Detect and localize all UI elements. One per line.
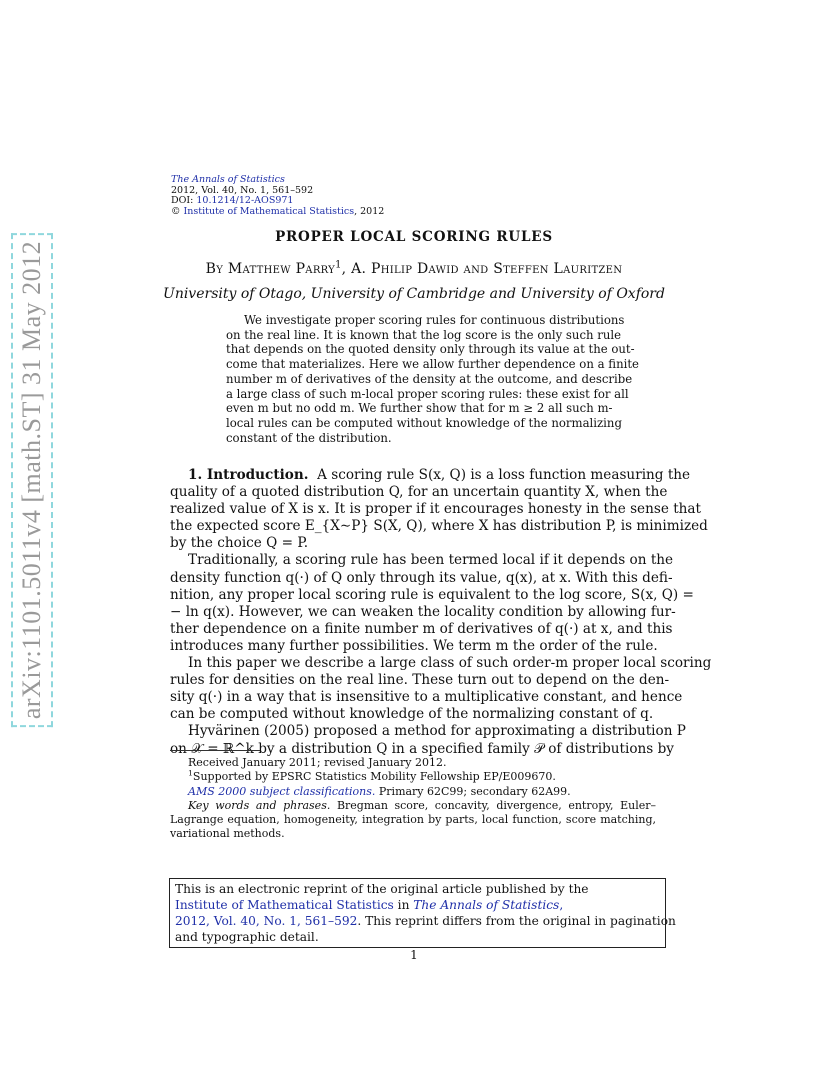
body-line: − ln q(x). However, we can weaken the locality condition by allowing fur- [170, 603, 676, 620]
abstract-line: local rules can be computed without knowledge of the normalizing [226, 415, 622, 430]
body-line: on 𝒳 = ℝ^k by a distribution Q in a specified family 𝒫 of distributions by [170, 740, 674, 757]
citation-link[interactable]: 2012, Vol. 40, No. 1, 561–592 [175, 914, 358, 928]
by-label: By [205, 261, 228, 277]
body-line: sity q(·) in a way that is insensitive to a multiplicative constant, and hence [170, 689, 683, 706]
reprint-notice [169, 878, 676, 948]
body-line: ther dependence on a finite number m of derivatives of q(·) at x, and this [170, 620, 673, 637]
authors [0, 261, 828, 277]
ams-link[interactable]: AMS 2000 subject classifications. [188, 784, 376, 798]
author-1: Matthew Parry [227, 261, 336, 277]
body-line: quality of a quoted distribution Q, for an uncertain quantity X, when the [170, 484, 668, 501]
keywords-label: Key words and phrases. [188, 798, 331, 812]
abstract-line: a large class of such m-local proper scoring rules: these exist for all [226, 386, 629, 401]
arxiv-stamp-container [12, 240, 52, 720]
journal-header [171, 175, 384, 217]
journal-link[interactable]: The Annals of Statistics [171, 174, 285, 185]
abstract-line: number m of derivatives of the density at the outcome, and describe [226, 371, 633, 386]
abstract [226, 313, 639, 445]
abstract-line: that depends on the quoted density only through its value at the out- [226, 342, 635, 357]
body-line: realized value of X is x. It is proper if it encourages honesty in the sense that [170, 501, 701, 518]
keywords-line: variational methods. [170, 827, 285, 841]
section-heading: 1. Introduction. [188, 467, 309, 483]
received-note: Received January 2011; revised January 2012. [188, 756, 447, 769]
abstract-line: on the real line. It is known that the log score is the only such rule [226, 327, 622, 342]
page-number: 1 [410, 948, 418, 962]
introduction-section [170, 467, 712, 758]
body-line: density function q(·) of Q only through its value, q(x), at x. With this defi- [170, 569, 673, 586]
author-1-footnote-mark[interactable]: 1 [335, 259, 342, 271]
doi-label: DOI: [171, 195, 197, 207]
body-line: introduces many further possibilities. We term m the order of the rule. [170, 637, 658, 654]
abstract-line: constant of the distribution. [226, 430, 392, 445]
body-line: can be computed without knowledge of the normalizing constant of q. [170, 706, 654, 723]
keywords-note: Key words and phrases. Bregman score, concavity, divergence, entropy, Euler– [188, 798, 656, 812]
support-footnote-mark: 1 [188, 768, 193, 778]
footnotes [170, 756, 656, 842]
paper-title: PROPER LOCAL SCORING RULES [275, 229, 553, 245]
body-line: 1. Introduction. A scoring rule S(x, Q) is a loss function measuring the [188, 467, 691, 483]
abstract-line: come that materializes. Here we allow further dependence on a finite [226, 357, 639, 372]
body-line: Traditionally, a scoring rule has been termed local if it depends on the [188, 552, 674, 569]
ims-reprint-link[interactable]: Institute of Mathematical Statistics [175, 898, 394, 912]
footnote-rule [170, 750, 260, 751]
abstract-line: even m but no odd m. We further show that for m ≥ 2 all such m- [226, 401, 613, 416]
reprint-line: This is an electronic reprint of the original article published by the [175, 882, 589, 896]
support-note: $^1$Supported by EPSRC Statistics Mobility Fellowship EP/E009670. [188, 768, 556, 784]
keywords-line: Lagrange equation, homogeneity, integration by parts, local function, score matching, [170, 813, 656, 827]
body-line: In this paper we describe a large class of such order-m proper local scoring [188, 655, 712, 672]
ims-link[interactable]: Institute of Mathematical Statistics [183, 205, 355, 217]
arxiv-stamp[interactable]: arXiv:1101.5011v4 [math.ST] 31 May 2012 [11, 233, 53, 727]
copyright-symbol: © [171, 205, 181, 217]
reprint-line: and typographic detail. [175, 930, 319, 944]
volume-line: 2012, Vol. 40, No. 1, 561–592 [171, 184, 314, 196]
affiliation: University of Otago, University of Cambridge and University of Oxford [163, 286, 665, 302]
reprint-line: Institute of Mathematical Statistics in The Annals of Statistics, [175, 898, 564, 912]
copyright-year: , 2012 [354, 205, 385, 217]
doi-link[interactable]: 10.1214/12-AOS971 [196, 195, 294, 207]
body-line: nition, any proper local scoring rule is equivalent to the log score, S(x, Q) = [170, 586, 694, 603]
body-line: by the choice Q = P. [170, 535, 309, 552]
reprint-line: 2012, Vol. 40, No. 1, 561–592. This reprint differs from the original in pagination [175, 914, 676, 928]
body-line: the expected score E_{X∼P} S(X, Q), where X has distribution P, is minimized [170, 518, 708, 535]
ams-note: AMS 2000 subject classifications. Primary 62C99; secondary 62A99. [188, 784, 571, 798]
body-line: Hyvärinen (2005) proposed a method for approximating a distribution P [188, 723, 686, 740]
body-line: rules for densities on the real line. These turn out to depend on the den- [170, 672, 670, 689]
journal-reprint-link[interactable]: The Annals of Statistics [413, 898, 560, 912]
authors-rest: , A. Philip Dawid and Steffen Lauritzen [341, 261, 623, 277]
abstract-line: We investigate proper scoring rules for continuous distributions [244, 313, 625, 327]
